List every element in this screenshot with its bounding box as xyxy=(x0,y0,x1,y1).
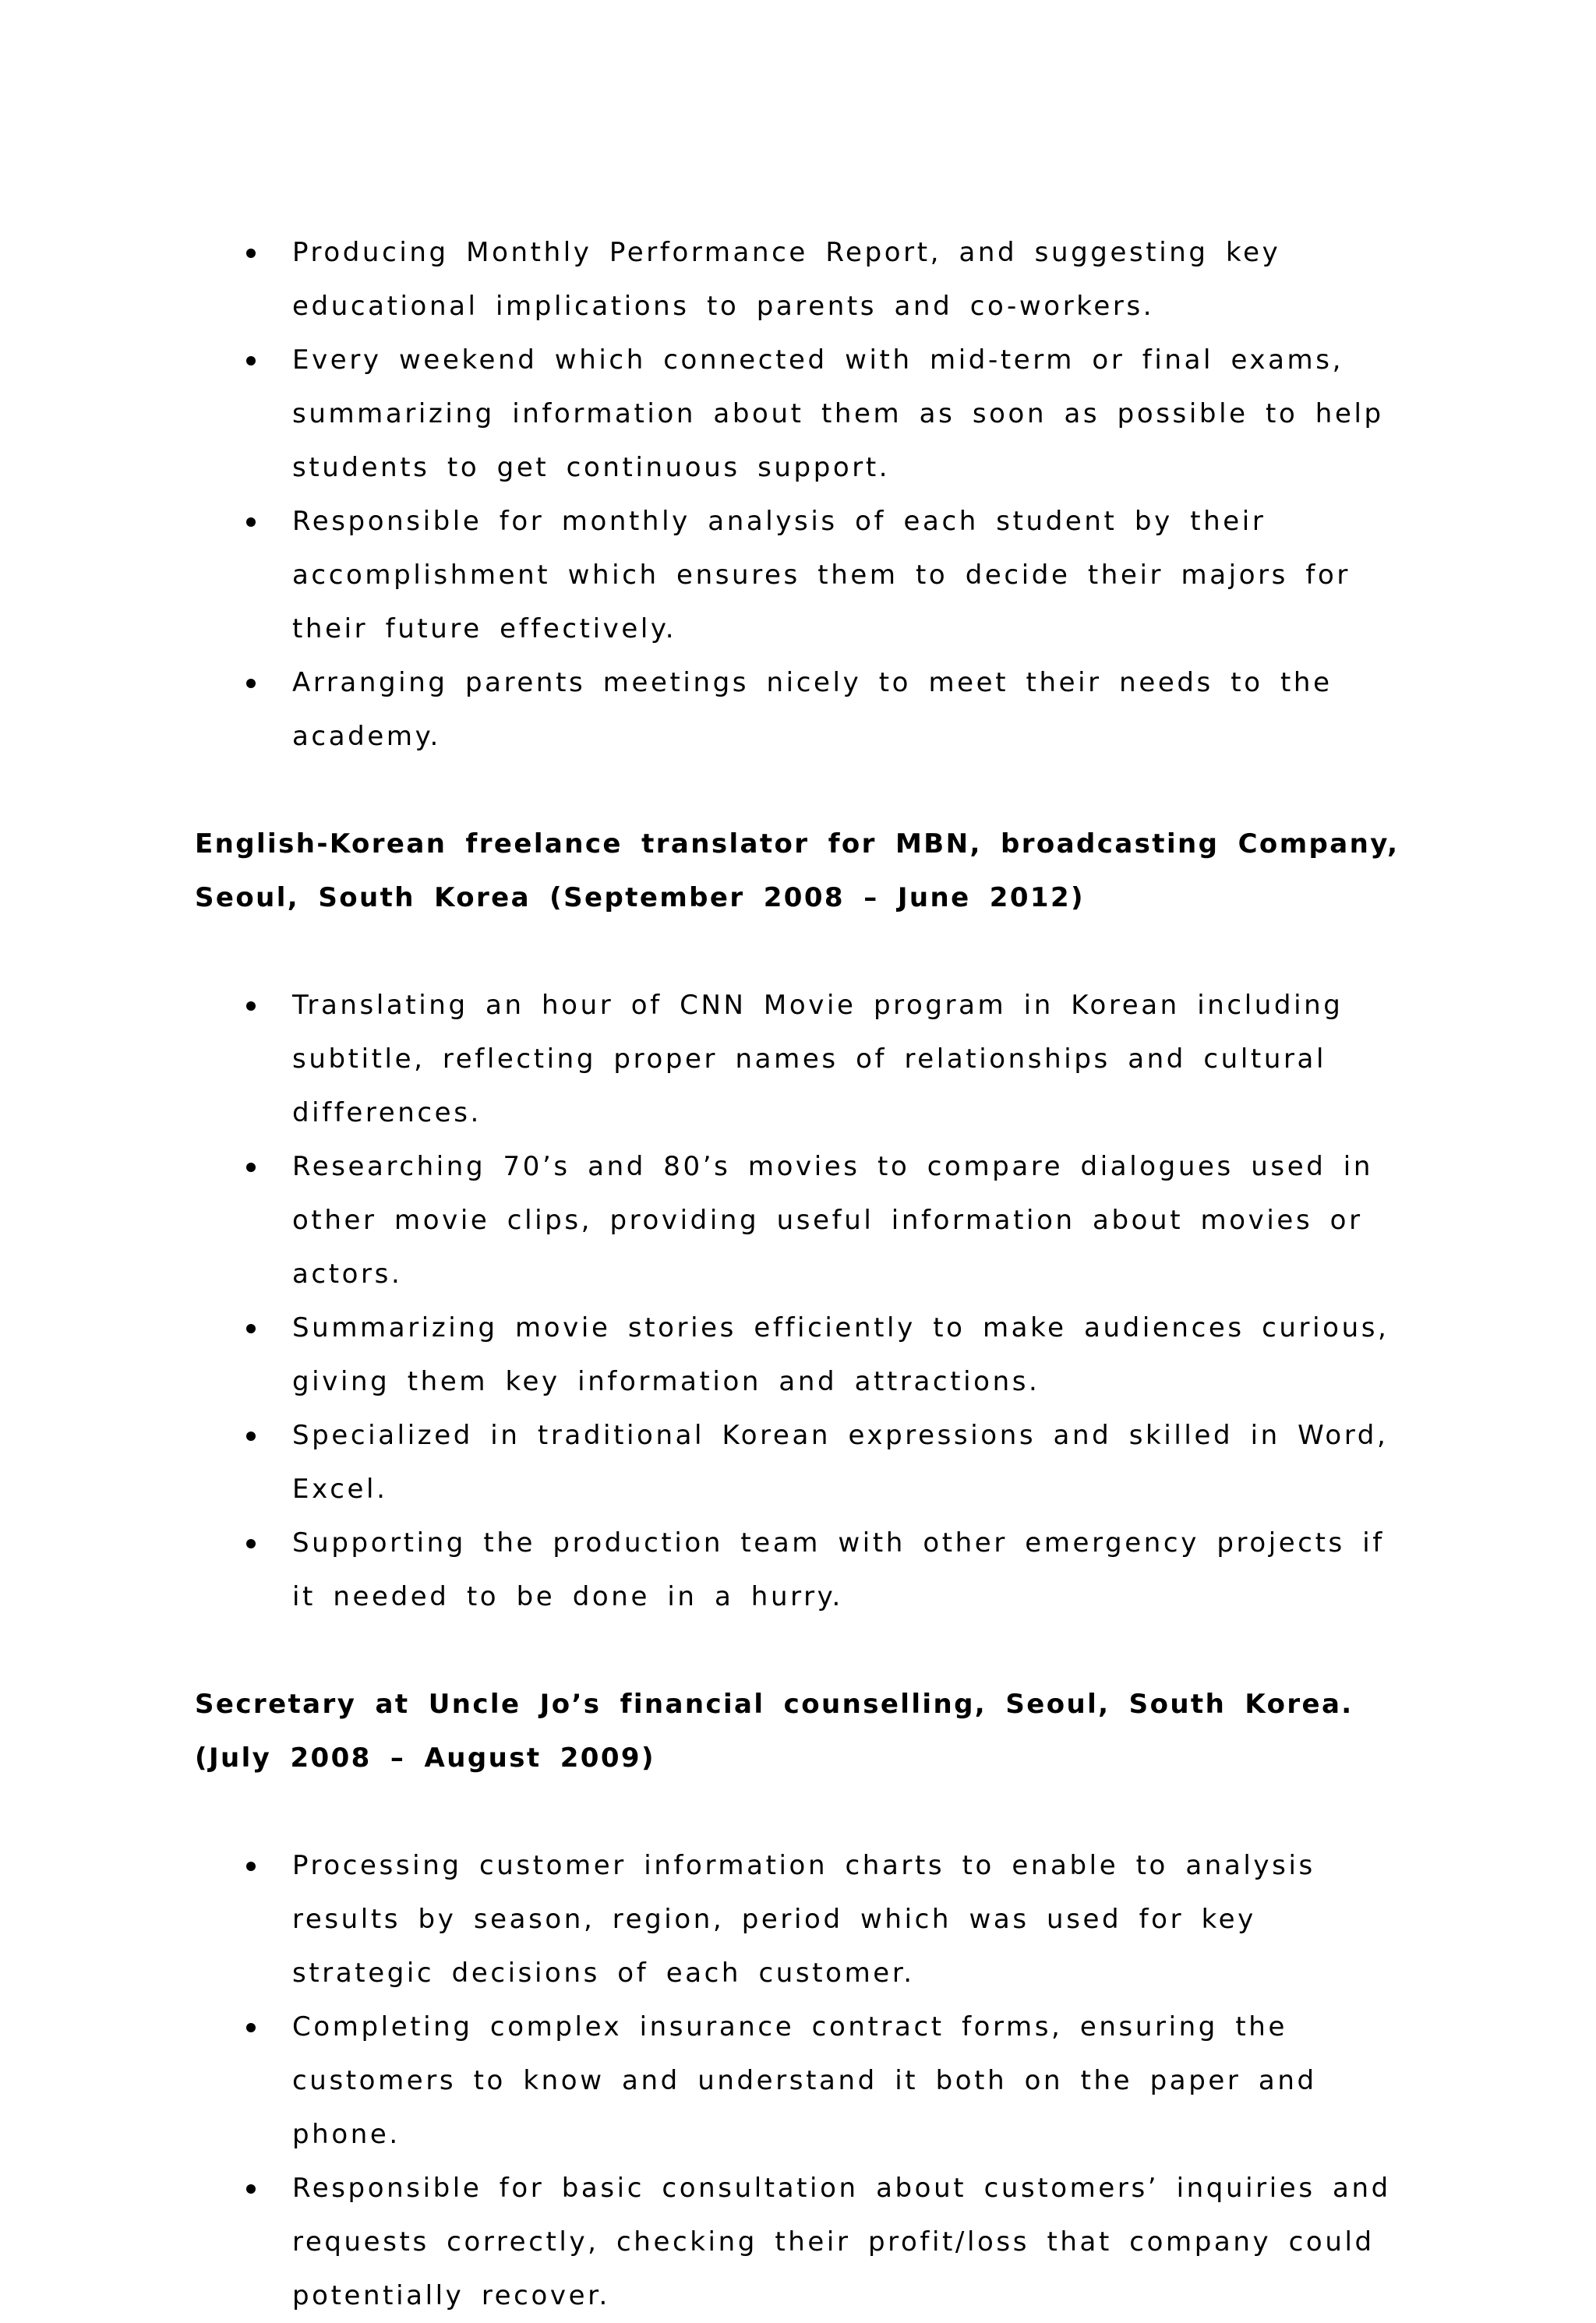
bullet-icon xyxy=(246,679,256,688)
bullet-text: Specialized in traditional Korean expressions and skilled in Word, Excel. xyxy=(292,1420,1389,1505)
list-item xyxy=(195,226,1411,334)
bullet-icon xyxy=(246,1324,256,1333)
bullet-text: Translating an hour of CNN Movie program in Korean including subtitle, reflecting proper names of relationships and cultural differences. xyxy=(292,990,1344,1128)
job-heading-secretary: Secretary at Uncle Jo’s financial counselling, Seoul, South Korea. (July 2008 – August 2009) xyxy=(195,1689,1354,1774)
list-item xyxy=(195,1409,1411,1516)
bullet-text: Supporting the production team with other emergency projects if it needed to be done in a hurry. xyxy=(292,1527,1385,1612)
job-mbn-bullet-list xyxy=(195,979,1411,1624)
bullet-icon xyxy=(246,1001,256,1011)
bullet-icon xyxy=(246,249,256,258)
section1-bullet-list xyxy=(195,226,1411,764)
list-item xyxy=(195,334,1411,495)
bullet-icon xyxy=(246,1539,256,1548)
job-heading-mbn: English-Korean freelance translator for MBN, broadcasting Company, Seoul, South Korea (September 2008 – June 2012) xyxy=(195,828,1400,913)
list-item xyxy=(195,2000,1411,2162)
bullet-icon xyxy=(246,2023,256,2032)
list-item xyxy=(195,2162,1411,2323)
bullet-text: Processing customer information charts to enable to analysis results by season, region, period which was used for key strategic decisions of each customer. xyxy=(292,1850,1315,1989)
list-item xyxy=(195,1140,1411,1301)
job-secretary-bullet-list xyxy=(195,1839,1411,2323)
bullet-icon xyxy=(246,356,256,365)
list-item xyxy=(195,495,1411,656)
bullet-text: Responsible for monthly analysis of each student by their accomplishment which ensures them to decide their majors for their future effectively. xyxy=(292,506,1351,644)
list-item xyxy=(195,656,1411,764)
list-item xyxy=(195,1516,1411,1624)
bullet-icon xyxy=(246,517,256,527)
bullet-text: Summarizing movie stories efficiently to make audiences curious, giving them key information and attractions. xyxy=(292,1312,1389,1397)
bullet-text: Every weekend which connected with mid-term or final exams, summarizing information about them as soon as possible to help students to get continuous support. xyxy=(292,344,1384,483)
document-content xyxy=(195,226,1411,2323)
list-item xyxy=(195,1839,1411,2000)
list-item xyxy=(195,1301,1411,1409)
bullet-text: Completing complex insurance contract forms, ensuring the customers to know and understand it both on the paper and phone. xyxy=(292,2011,1317,2150)
bullet-text: Arranging parents meetings nicely to meet their needs to the academy. xyxy=(292,667,1333,752)
bullet-icon xyxy=(246,1163,256,1172)
bullet-icon xyxy=(246,2184,256,2194)
bullet-text: Responsible for basic consultation about customers’ inquiries and requests correctly, checking their profit/loss that company could potentially recover. xyxy=(292,2173,1391,2311)
list-item xyxy=(195,979,1411,1140)
bullet-text: Producing Monthly Performance Report, and suggesting key educational implications to parents and co-workers. xyxy=(292,237,1281,322)
bullet-icon xyxy=(246,1432,256,1441)
bullet-text: Researching 70’s and 80’s movies to compare dialogues used in other movie clips, providing useful information about movies or actors. xyxy=(292,1151,1374,1290)
bullet-icon xyxy=(246,1862,256,1871)
